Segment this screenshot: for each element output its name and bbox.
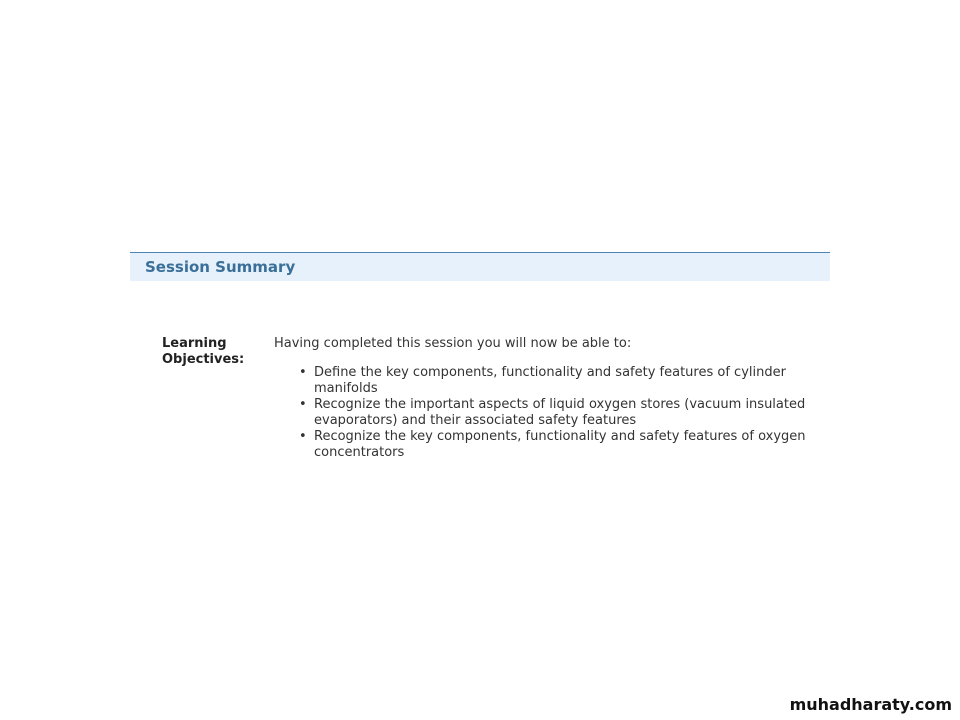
learning-objectives-list	[297, 365, 827, 461]
learning-objectives-label	[162, 336, 262, 368]
list-item	[297, 429, 827, 461]
list-item	[297, 397, 827, 429]
session-summary-header	[130, 252, 830, 281]
session-summary-title: Session Summary	[145, 258, 296, 276]
bullet-icon: •	[299, 365, 307, 380]
objective-text: Recognize the important aspects of liquid oxygen stores (vacuum insulated evaporators) and their associated safety features	[314, 397, 806, 428]
bullet-icon: •	[299, 397, 307, 412]
learning-objectives-intro: Having completed this session you will now be able to:	[274, 336, 632, 351]
watermark: muhadharaty.com	[789, 695, 952, 714]
list-item	[297, 365, 827, 397]
bullet-icon: •	[299, 429, 307, 444]
learning-objectives-label-line1: Learning	[162, 336, 227, 351]
objective-text: Recognize the key components, functionality and safety features of oxygen concentrators	[314, 429, 806, 460]
learning-objectives-label-line2: Objectives:	[162, 352, 245, 367]
objective-text: Define the key components, functionality and safety features of cylinder manifolds	[314, 365, 786, 396]
